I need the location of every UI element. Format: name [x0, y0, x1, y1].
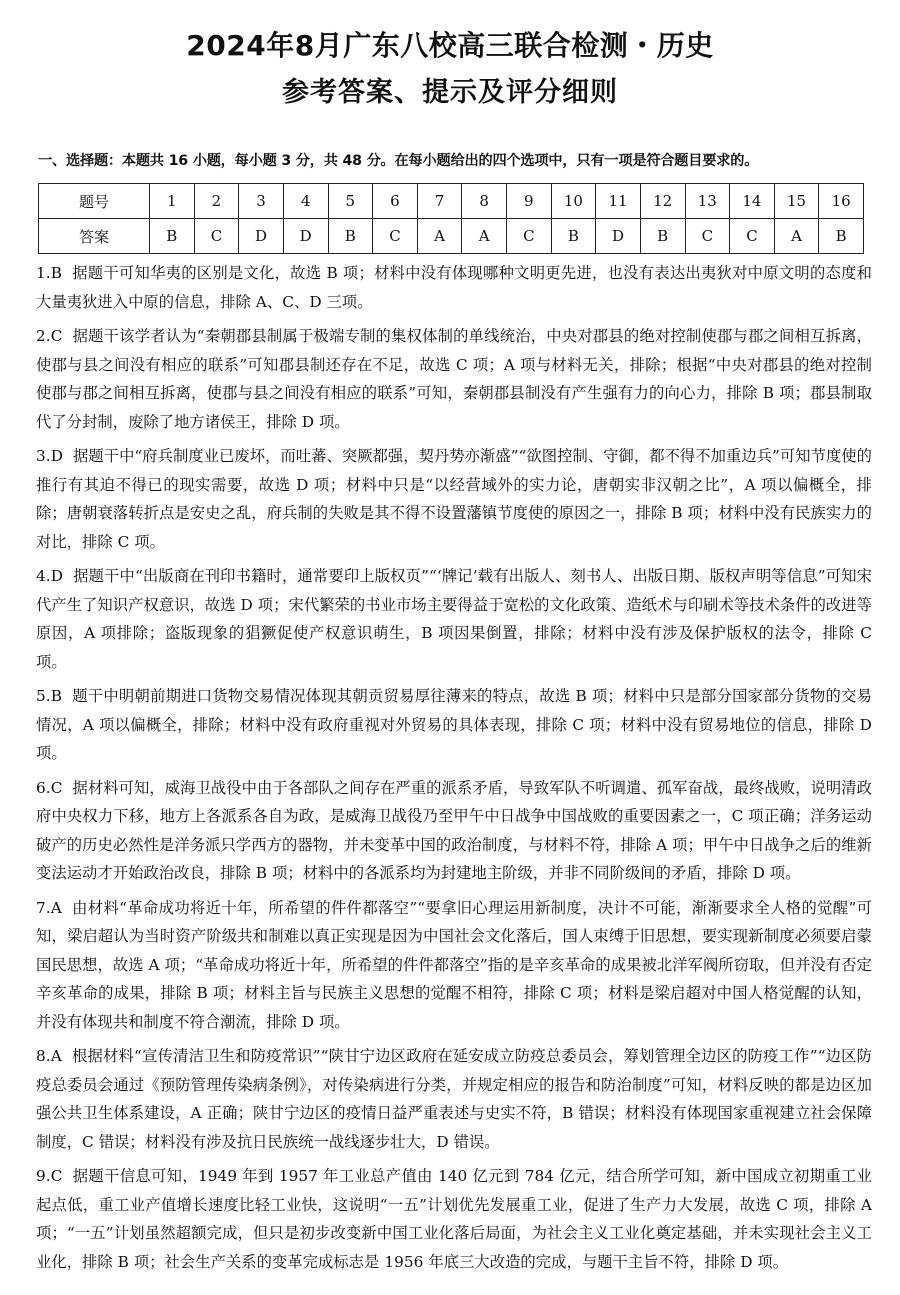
question-number: 8 — [462, 184, 507, 219]
question-number: 5 — [328, 184, 373, 219]
explanation-text: 题干中明朝前期进口货物交易情况体现其朝贡贸易厚往薄来的特点，故选 B 项；材料中只是部分国家部分货物的交易情况，A 项以偏概全，排除；材料中没有政府重视对外贸易的具体表现，排除 C 项；材料中没有贸易地位的信息，排除 D 项。 — [36, 687, 872, 762]
answer-cell: B — [640, 219, 685, 254]
explanation-text: 据材料可知，威海卫战役中由于各部队之间存在严重的派系矛盾，导致军队不听调遣、孤军奋战，最终战败，说明清政府中央权力下移，地方上各派系各自为政，是威海卫战役乃至甲午中日战争中国战败的重要因素之一，C 项正确；洋务运动破产的历史必然性是洋务派只学西方的器物，并未变革中国的政治制度，与材料不符，排除 A 项；甲午中日战争之后的维新变法运动才开始政治改良，排除 B 项；材料中的各派系均为封建地主阶级，并非不同阶级间的矛盾，排除 D 项。 — [36, 778, 872, 882]
answer-table — [38, 183, 864, 254]
answer-cell: A — [417, 219, 462, 254]
question-number: 4 — [283, 184, 328, 219]
question-number-row — [39, 184, 864, 219]
answer-cell: A — [774, 219, 819, 254]
explanation-number: 9.C — [36, 1167, 63, 1185]
explanation-number: 8.A — [36, 1047, 62, 1065]
explanation-number: 6.C — [36, 778, 63, 797]
answer-cell: D — [239, 219, 284, 254]
answer-cell: C — [685, 219, 730, 254]
answer-cell: B — [819, 219, 864, 254]
question-number: 16 — [819, 184, 864, 219]
explanation-text: 据题干信息可知，1949 年到 1957 年工业总产值由 140 亿元到 784 亿元，结合所学可知，新中国成立初期重工业起点低，重工业产值增长速度比轻工业快，这说明“一五”计划优先发展重工业，促进了生产力大发展，故选 C 项，排除 A 项；“一五”计划虽然超额完成，但只是初步改变新中国工业化落后局面，为社会主义工业化奠定基础，并未实现社会主义工业化，排除 B 项；社会生产关系的变革完成标志是 1956 年底三大改造的完成，与题干主旨不符，排除 D 项。 — [36, 1167, 872, 1271]
question-number: 13 — [685, 184, 730, 219]
question-number: 2 — [194, 184, 239, 219]
explanation-number: 1.B — [36, 264, 62, 282]
explanation-text: 据题干可知华夷的区别是文化，故选 B 项；材料中没有体现哪种文明更先进，也没有表达出夷狄对中原文明的态度和大量夷狄进入中原的信息，排除 A、C、D 三项。 — [36, 264, 872, 311]
explanation-text: 由材料“革命成功将近十年，所希望的件件都落空”“要拿旧心理运用新制度，决计不可能，渐渐要求全人格的觉醒”可知，梁启超认为当时资产阶级共和制难以真正实现是因为中国社会文化落后，国人束缚于旧思想，要实现新制度必须要启蒙国民思想，故选 A 项；“革命成功将近十年，所希望的件件都落空”指的是辛亥革命的成果被北洋军阀所窃取，但并没有否定辛亥革命的成果，排除 B 项；材料主旨与民族主义思想的觉醒不相符，排除 C 项；材料是梁启超对中国人格觉醒的认知，并没有体现共和制度不符合潮流，排除 D 项。 — [36, 898, 872, 1031]
question-number: 3 — [239, 184, 284, 219]
answer-cell: A — [462, 219, 507, 254]
explanation-item — [36, 442, 872, 556]
answer-cell: C — [194, 219, 239, 254]
explanation-text: 据题干该学者认为“秦朝郡县制属于极端专制的集权体制的单线统治，中央对郡县的绝对控制使郡与郡之间相互拆离，使郡与县之间没有相应的联系”可知郡县制还存在不足，故选 C 项；A 项与材料无关，排除；根据“中央对郡县的绝对控制使郡与郡之间相互拆离，使郡与县之间没有相应的联系”可知，秦朝郡县制没有产生强有力的向心力，排除 B 项；郡县制取代了分封制，废除了地方诸侯王，排除 D 项。 — [36, 327, 872, 431]
section-heading: 一、选择题：本题共 16 小题，每小题 3 分，共 48 分。在每小题给出的四个选项中，只有一项是符合题目要求的。 — [38, 153, 759, 169]
explanation-item — [36, 774, 872, 888]
explanation-item — [36, 1042, 872, 1156]
question-number: 10 — [551, 184, 596, 219]
answer-cell: B — [150, 219, 195, 254]
explanation-number: 5.B — [36, 687, 62, 705]
question-number: 6 — [373, 184, 418, 219]
question-number: 7 — [417, 184, 462, 219]
explanation-list — [36, 259, 872, 1282]
answer-cell: D — [283, 219, 328, 254]
document-subtitle: 参考答案、提示及评分细则 — [282, 77, 618, 108]
explanation-item — [36, 894, 872, 1037]
explanation-item — [36, 562, 872, 676]
answer-row — [39, 219, 864, 254]
explanation-item — [36, 1162, 872, 1276]
question-number: 1 — [150, 184, 195, 219]
question-number: 9 — [507, 184, 552, 219]
explanation-text: 根据材料“宣传清洁卫生和防疫常识”“陕甘宁边区政府在延安成立防疫总委员会，筹划管理全边区的防疫工作”“边区防疫总委员会通过《预防管理传染病条例》，对传染病进行分类，并规定相应的报告和防治制度”可知，材料反映的都是边区加强公共卫生体系建设，A 正确；陕甘宁边区的疫情日益严重表述与史实不符，B 错误；材料没有体现国家重视建立社会保障制度，C 错误；材料没有涉及抗日民族统一战线逐步壮大，D 错误。 — [36, 1047, 872, 1151]
explanation-text: 据题干中“出版商在刊印书籍时，通常要印上版权页”“‘牌记’载有出版人、刻书人、出版日期、版权声明等信息”可知宋代产生了知识产权意识，故选 D 项；宋代繁荣的书业市场主要得益于宽松的文化政策、造纸术与印刷术等技术条件的改进等原因，A 项排除；盗版现象的猖獗促使产权意识萌生，B 项因果倒置，排除；材料中没有涉及保护版权的法令，排除 C 项。 — [36, 567, 872, 671]
explanation-item — [36, 322, 872, 436]
question-number: 11 — [596, 184, 641, 219]
document-title: 2024年8月广东八校高三联合检测・历史 — [186, 29, 714, 62]
answer-cell: D — [596, 219, 641, 254]
explanation-item — [36, 259, 872, 316]
question-number: 12 — [640, 184, 685, 219]
explanation-number: 2.C — [36, 327, 63, 345]
row-label-answer: 答案 — [39, 219, 150, 254]
explanation-number: 3.D — [36, 447, 64, 465]
answer-cell: B — [551, 219, 596, 254]
question-number: 14 — [730, 184, 775, 219]
explanation-text: 据题干中“府兵制度业已废坏，而吐蕃、突厥都强，契丹势亦渐盛”“欲图控制、守御，都不得不加重边兵”可知节度使的推行有其迫不得已的现实需要，故选 D 项；材料中只是“以经营域外的实力论，唐朝实非汉朝之比”，A 项以偏概全，排除；唐朝衰落转折点是安史之乱，府兵制的失败是其不得不设置藩镇节度使的原因之一，排除 B 项；材料中没有民族实力的对比，排除 C 项。 — [36, 447, 872, 551]
answer-cell: C — [373, 219, 418, 254]
answer-cell: B — [328, 219, 373, 254]
explanation-number: 7.A — [36, 898, 62, 917]
row-label-number: 题号 — [39, 184, 150, 219]
answer-cell: C — [507, 219, 552, 254]
explanation-item — [36, 682, 872, 768]
answer-cell: C — [730, 219, 775, 254]
question-number: 15 — [774, 184, 819, 219]
explanation-number: 4.D — [36, 567, 64, 585]
